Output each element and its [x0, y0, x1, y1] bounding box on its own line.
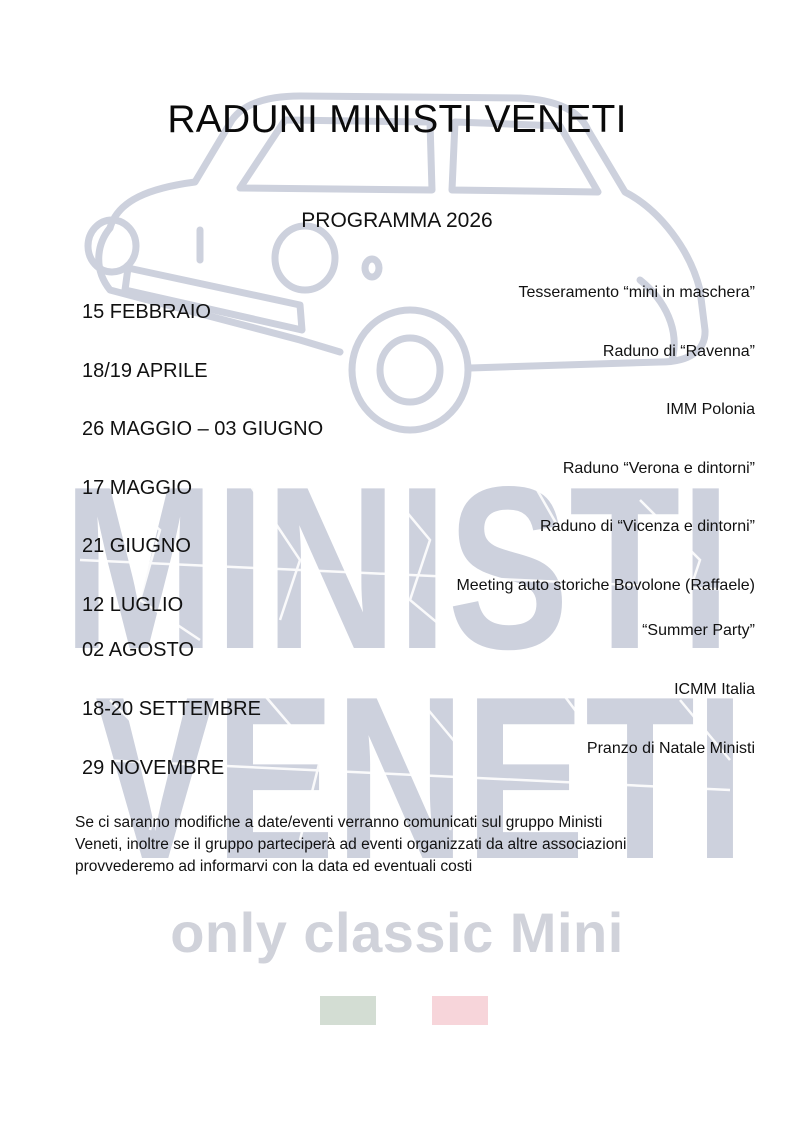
event-date: 18/19 APRILE: [82, 360, 208, 382]
schedule-row: [82, 622, 755, 662]
event-name: Meeting auto storiche Bovolone (Raffaele): [456, 577, 755, 594]
event-date: 02 AGOSTO: [82, 639, 194, 661]
schedule-row: [82, 681, 755, 721]
page-title: RADUNI MINISTI VENETI: [167, 98, 627, 141]
event-name: Raduno di “Ravenna”: [602, 343, 755, 360]
note-line: Se ci saranno modifiche a date/eventi verranno comunicati sul gruppo Ministi: [75, 814, 603, 831]
event-name: ICMM Italia: [674, 681, 755, 698]
event-name: Raduno di “Vicenza e dintorni”: [540, 518, 755, 535]
slogan-text: only classic Mini: [170, 901, 624, 964]
schedule-row: [82, 343, 755, 383]
event-name: Raduno “Verona e dintorni”: [562, 460, 755, 477]
schedule-row: [82, 740, 755, 780]
watermark-veneti: VENETI: [95, 649, 745, 908]
event-date: 15 FEBBRAIO: [82, 301, 211, 323]
schedule-row: [82, 460, 755, 500]
page-subtitle: PROGRAMMA 2026: [301, 209, 493, 232]
event-date: 18-20 SETTEMBRE: [82, 698, 261, 720]
event-name: “Summer Party”: [642, 622, 755, 639]
note-line: Veneti, inoltre se il gruppo parteciperà ad eventi organizzati da altre associazioni: [75, 836, 627, 853]
event-date: 17 MAGGIO: [82, 477, 193, 499]
event-name: Pranzo di Natale Ministi: [586, 740, 755, 757]
schedule-row: [82, 284, 755, 324]
note-line: provvederemo ad informarvi con la data ed eventuali costi: [75, 858, 473, 875]
event-date: 26 MAGGIO – 03 GIUGNO: [82, 418, 324, 440]
event-name: Tesseramento “mini in maschera”: [518, 284, 755, 301]
schedule-row: [82, 401, 755, 441]
event-date: 29 NOVEMBRE: [82, 757, 225, 779]
schedule-row: [82, 577, 755, 617]
schedule-note: [75, 812, 725, 878]
event-date: 12 LUGLIO: [82, 594, 184, 616]
event-date: 21 GIUGNO: [82, 535, 191, 557]
flag-stripe-green: [320, 996, 376, 1025]
flag-stripe-red: [432, 996, 488, 1025]
event-name: IMM Polonia: [666, 401, 755, 418]
schedule-row: [82, 518, 755, 558]
watermark-ministi: MINISTI: [63, 439, 731, 698]
